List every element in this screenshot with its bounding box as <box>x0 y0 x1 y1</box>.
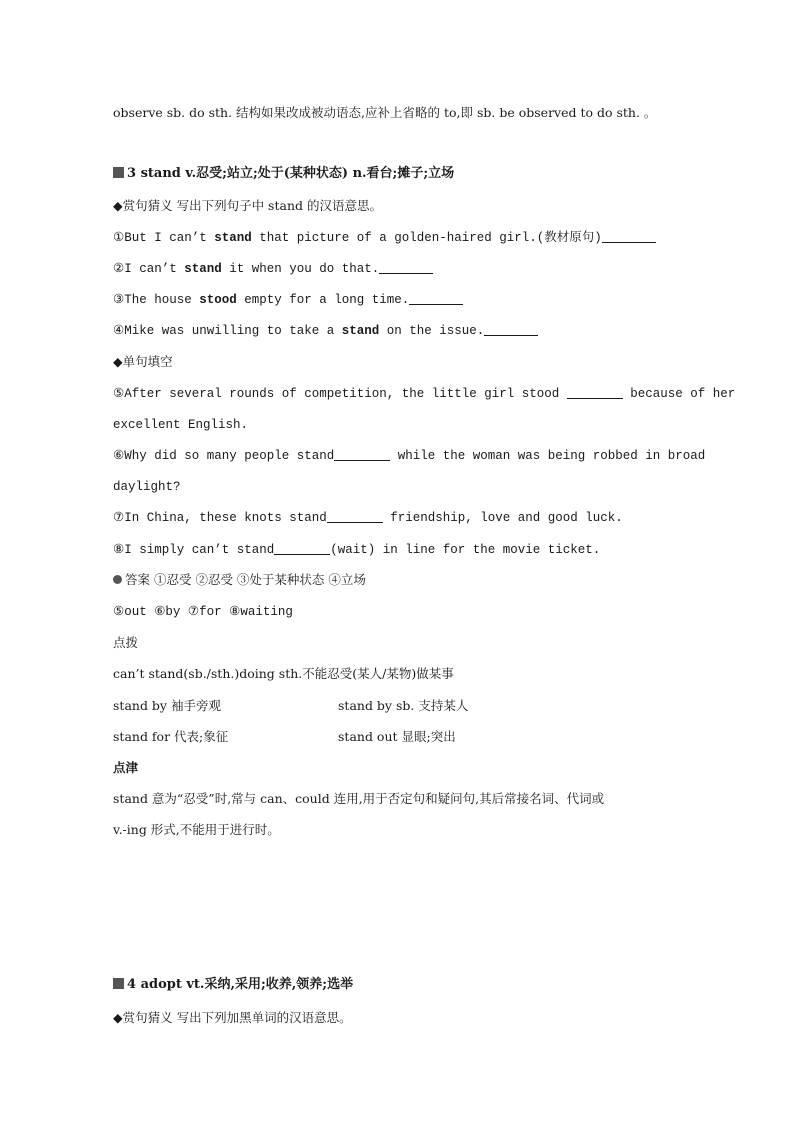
tip-line: can’t stand(sb./sth.)doing sth.不能忍受(某人/某物)做某事 <box>113 666 454 681</box>
sentence-text: while the woman was being robbed in broad <box>390 449 706 463</box>
sentence-1 <box>113 230 656 246</box>
answers-line-2: ⑤out ⑥by ⑦for ⑧waiting <box>113 605 293 619</box>
answer-blank[interactable] <box>379 261 433 274</box>
phrase: stand by 袖手旁观 <box>113 698 221 713</box>
sentence-text: (wait) in line for the movie ticket. <box>330 543 601 557</box>
sentence-text: ⑧I simply can’t stand <box>113 543 275 557</box>
sentence-number: ② <box>113 262 125 276</box>
sentence-text: The house <box>124 293 200 307</box>
fill-blank[interactable] <box>334 448 390 461</box>
intro-note: observe sb. do sth. 结构如果改成被动语态,应补上省略的 to,即 sb. be observed to do sth. 。 <box>113 105 657 120</box>
fill-sentence-5-cont: excellent English. <box>113 418 249 432</box>
phrase: stand for 代表;象征 <box>113 729 229 744</box>
sentence-number: ③ <box>113 293 125 307</box>
phrase-row-1-col2: stand by sb. 支持某人 <box>338 698 469 713</box>
phrase-row-1 <box>113 698 221 714</box>
adopt-heading-text: 4 adopt vt.采纳,采用;收养,领养;选举 <box>127 977 354 992</box>
fill-section-label: ◆单句填空 <box>113 354 173 369</box>
sentence-text: because of her <box>622 387 736 401</box>
sentence-text: I can’t <box>124 262 185 276</box>
notes-line-2: v.-ing 形式,不能用于进行时。 <box>113 822 280 837</box>
sentence-text: friendship, love and good luck. <box>382 511 623 525</box>
answer-blank[interactable] <box>409 292 463 305</box>
sentence-4 <box>113 323 538 339</box>
sentence-text: that picture of a golden-haired girl.(教材原句) <box>251 231 602 245</box>
fill-sentence-5 <box>113 386 736 402</box>
keyword-bold: stand <box>184 262 222 276</box>
notes-line-1: stand 意为“忍受”时,常与 can、could 连用,用于否定句和疑问句,其后常接名词、代词或 <box>113 791 605 806</box>
fill-blank[interactable] <box>274 542 330 555</box>
stand-heading-text: 3 stand v.忍受;站立;处于(某种状态) n.看台;摊子;立场 <box>127 166 455 181</box>
adopt-translate-section-label: ◆赏句猜义 写出下列加黑单词的汉语意思。 <box>113 1010 352 1025</box>
section-square-icon <box>113 978 124 989</box>
translate-section-label: ◆赏句猜义 写出下列句子中 stand 的汉语意思。 <box>113 198 382 213</box>
sentence-text: ⑥Why did so many people stand <box>113 449 335 463</box>
sentence-text: on the issue. <box>379 324 485 338</box>
section-heading-stand <box>113 166 454 182</box>
fill-sentence-8 <box>113 542 600 558</box>
fill-blank[interactable] <box>327 510 383 523</box>
sentence-text: ⑦In China, these knots stand <box>113 511 327 525</box>
phrase-row-2-col2: stand out 显眼;突出 <box>338 729 456 744</box>
phrase-row-2 <box>113 729 228 745</box>
sentence-2 <box>113 261 433 277</box>
section-square-icon <box>113 167 124 178</box>
answers-label: 答案 <box>125 572 151 587</box>
tips-label: 点拨 <box>113 635 139 650</box>
sentence-text: it when you do that. <box>221 262 380 276</box>
fill-blank[interactable] <box>567 386 623 399</box>
sentence-3 <box>113 292 463 308</box>
fill-sentence-7 <box>113 510 623 526</box>
fill-sentence-6-cont: daylight? <box>113 480 181 494</box>
sentence-text: ⑤After several rounds of competition, the little girl stood <box>113 387 567 401</box>
keyword-bold: stand <box>341 324 380 338</box>
answer-blank[interactable] <box>602 230 656 243</box>
sentence-text: empty for a long time. <box>236 293 410 307</box>
section-heading-adopt <box>113 977 353 993</box>
sentence-number: ① <box>113 231 125 245</box>
answers-line-1 <box>113 572 366 588</box>
sentence-text: Mike was unwilling to take a <box>124 324 342 338</box>
sentence-text: But I can’t <box>124 231 215 245</box>
answer-icon <box>113 575 122 584</box>
keyword-bold: stand <box>214 231 252 245</box>
notes-label: 点津 <box>113 760 139 775</box>
keyword-bold: stood <box>199 293 237 307</box>
sentence-number: ④ <box>113 324 125 338</box>
answer-blank[interactable] <box>484 323 538 336</box>
fill-sentence-6 <box>113 448 706 464</box>
answers-text: ①忍受 ②忍受 ③处于某种状态 ④立场 <box>150 572 366 587</box>
